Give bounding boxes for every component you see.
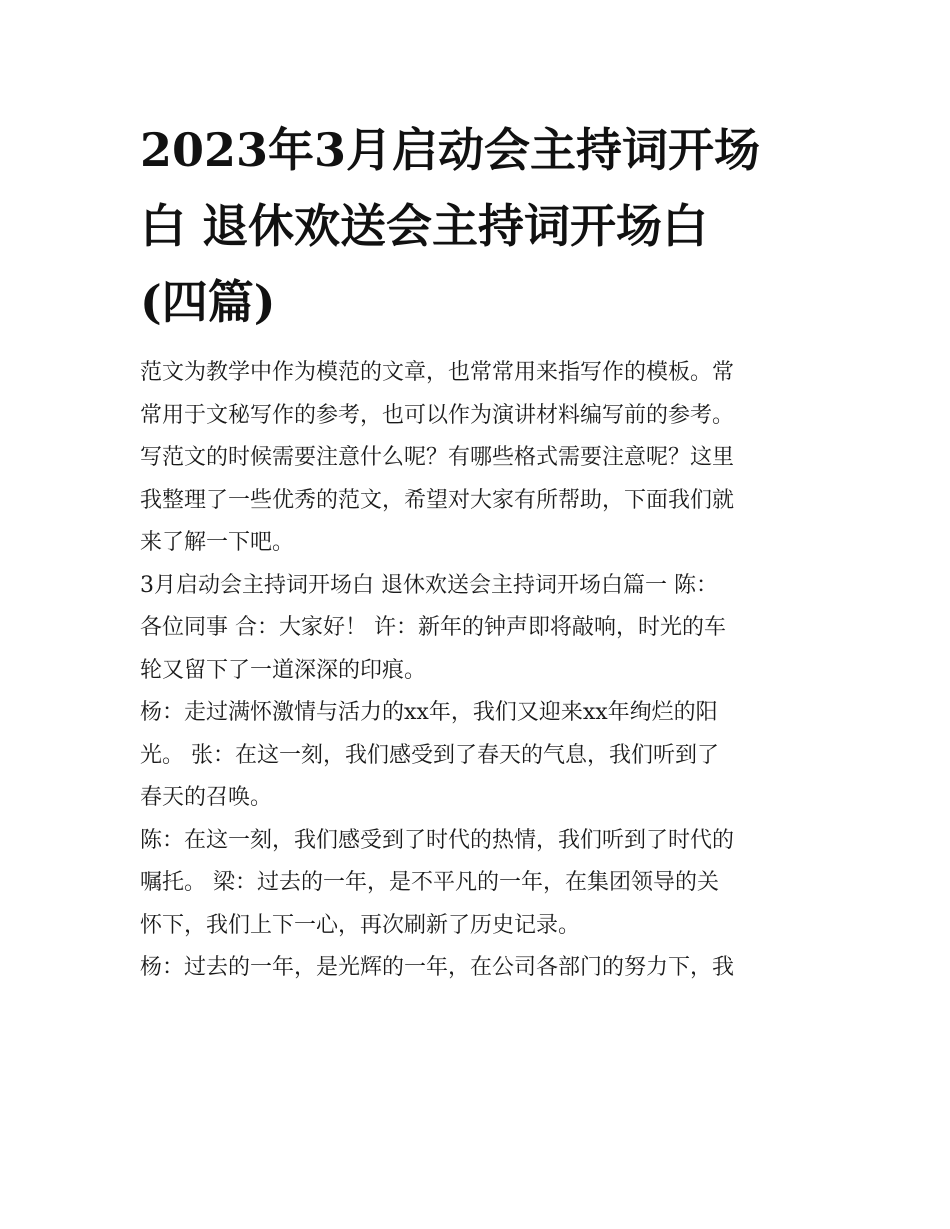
- title-line-2: 白 退休欢送会主持词开场白: [140, 199, 709, 253]
- speaker-yang-paragraph: [140, 692, 812, 820]
- speaker-chen-paragraph: [140, 820, 812, 948]
- text-line: 陈：在这一刻，我们感受到了时代的热情，我们听到了时代的: [140, 827, 735, 853]
- text-line: 怀下，我们上下一心，再次刷新了历史记录。: [140, 912, 581, 938]
- text-line: 春天的召唤。: [140, 785, 273, 810]
- text-line: 范文为教学中作为模范的文章，也常常用来指写作的模板。常: [140, 360, 735, 385]
- text-line: 光。 张：在这一刻，我们感受到了春天的气息，我们听到了: [140, 742, 719, 768]
- document-title: [140, 112, 812, 340]
- text-line: 写范文的时候需要注意什么呢？有哪些格式需要注意呢？这里: [140, 445, 735, 470]
- title-line-3: (四篇): [140, 275, 276, 329]
- text-line: 杨：走过满怀激情与活力的xx年，我们又迎来xx年绚烂的阳: [140, 700, 718, 725]
- title-line-1: 2023年3月启动会主持词开场: [140, 123, 761, 177]
- text-line: 杨：过去的一年，是光辉的一年，在公司各部门的努力下，我: [140, 955, 735, 980]
- text-line: 常用于文秘写作的参考，也可以作为演讲材料编写前的参考。: [140, 402, 735, 428]
- text-line: 各位同事 合：大家好！ 许：新年的钟声即将敲响，时光的车: [140, 615, 726, 640]
- text-line: 3月启动会主持词开场白 退休欢送会主持词开场白篇一 陈：: [140, 572, 718, 598]
- section-one-paragraph: [140, 565, 812, 693]
- text-line: 轮又留下了一道深深的印痕。: [140, 657, 427, 683]
- text-line: 我整理了一些优秀的范文，希望对大家有所帮助，下面我们就: [140, 487, 735, 513]
- text-line: 嘱托。 梁：过去的一年，是不平凡的一年，在集团领导的关: [140, 870, 719, 895]
- intro-paragraph: [140, 352, 812, 565]
- text-line: 来了解一下吧。: [140, 530, 295, 555]
- document-body: [140, 112, 812, 990]
- speaker-yang-paragraph-2: [140, 947, 812, 990]
